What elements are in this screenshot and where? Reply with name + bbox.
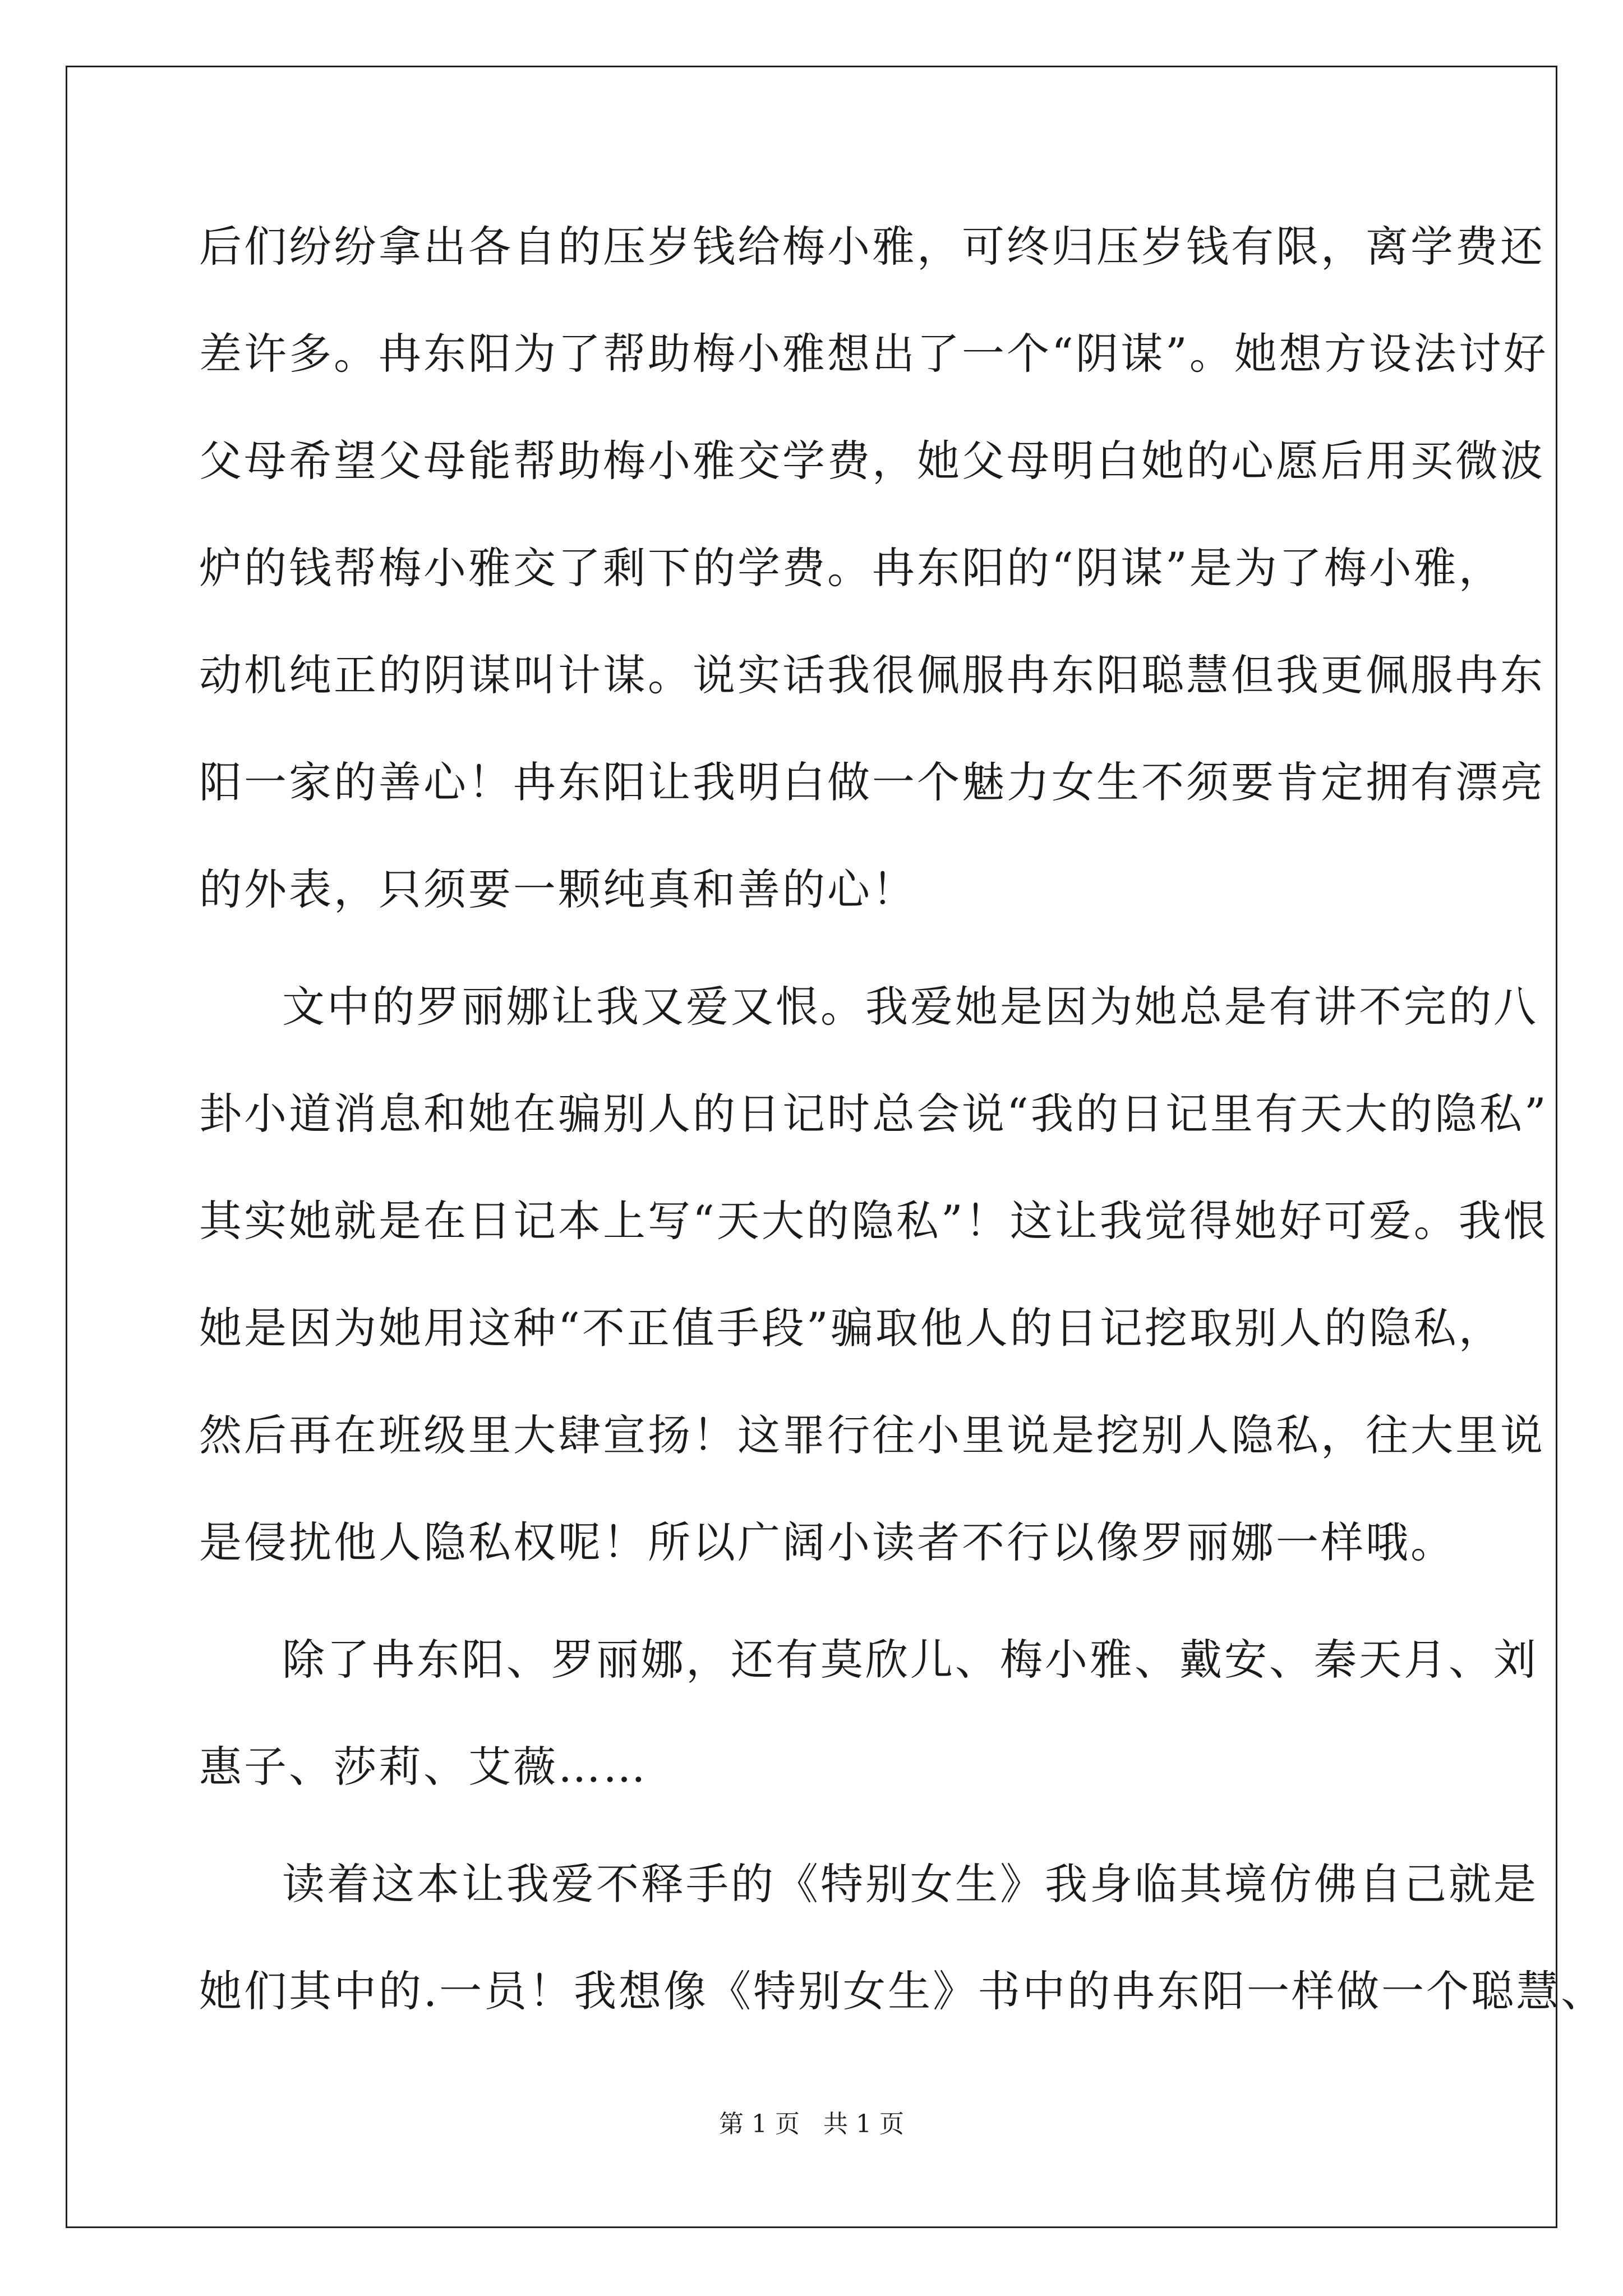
paragraph-gap — [199, 1608, 1430, 1618]
text-line: 然后再在班级里大肆宣扬！这罪行往小里说是挖别人隐私，往大里说 — [199, 1410, 1545, 1460]
text-line: 炉的钱帮梅小雅交了剩下的学费。冉东阳的“阴谋”是为了梅小雅， — [199, 543, 1504, 593]
text-line: 差许多。冉东阳为了帮助梅小雅想出了一个“阴谋”。她想方设法讨好 — [199, 329, 1548, 379]
text-line: 的外表，只须要一颗纯真和善的心！ — [199, 864, 917, 914]
text-line: 她们其中的.一员！我想像《特别女生》书中的冉东阳一样做一个聪慧、 — [199, 1966, 1606, 2016]
paragraph-gap — [199, 955, 1430, 965]
text-line: 卦小道消息和她在骗别人的日记时总会说“我的日记里有天大的隐私” — [199, 1089, 1548, 1139]
paragraph-gap — [199, 1832, 1430, 1842]
text-line: 文中的罗丽娜让我又爱又恨。我爱她是因为她总是有讲不完的八 — [282, 982, 1538, 1032]
text-line: 是侵扰他人隐私权呢！所以广阔小读者不行以像罗丽娜一样哦。 — [199, 1517, 1455, 1567]
text-line: 后们纷纷拿出各自的压岁钱给梅小雅，可终归压岁钱有限，离学费还 — [199, 222, 1545, 272]
text-line: 她是因为她用这种“不正值手段”骗取他人的日记挖取别人的隐私， — [199, 1303, 1504, 1353]
text-line: 父母希望父母能帮助梅小雅交学费，她父母明白她的心愿后用买微波 — [199, 436, 1545, 486]
text-line: 其实她就是在日记本上写“天大的隐私”！这让我觉得她好可爱。我恨 — [199, 1196, 1548, 1246]
text-line: 动机纯正的阴谋叫计谋。说实话我很佩服冉东阳聪慧但我更佩服冉东 — [199, 650, 1545, 700]
document-body — [199, 205, 1606, 2056]
text-line: 读着这本让我爱不释手的《特别女生》我身临其境仿佛自己就是 — [282, 1859, 1538, 1909]
text-line: 惠子、莎莉、艾薇…… — [199, 1742, 648, 1792]
text-line: 阳一家的善心！冉东阳让我明白做一个魅力女生不须要肯定拥有漂亮 — [199, 757, 1545, 807]
page-footer: 第 1 页 共 1 页 — [719, 2110, 904, 2138]
text-line: 除了冉东阳、罗丽娜，还有莫欣儿、梅小雅、戴安、秦天月、刘 — [282, 1635, 1538, 1685]
